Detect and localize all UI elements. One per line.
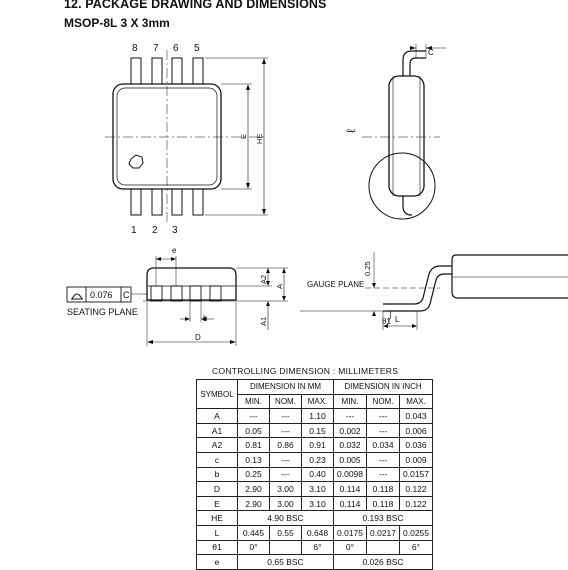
front-body	[147, 268, 236, 300]
side-lead-top	[410, 58, 426, 76]
cell-in-min: 0.0175	[334, 525, 367, 540]
cell-in-min: 0°	[334, 540, 367, 555]
section-heading: 12. PACKAGE DRAWING AND DIMENSIONS	[64, 0, 327, 11]
cell-symbol: e	[197, 555, 238, 570]
gauge-lead-inner	[383, 274, 452, 311]
cell-mm-min: 0.05	[238, 423, 270, 438]
cell-in-max: 0.0157	[400, 467, 433, 482]
pin-label-7: 7	[153, 43, 159, 54]
cell-mm-min: 0.13	[238, 452, 270, 467]
subheader-mm-max: MAX.	[302, 394, 334, 409]
subheader-in-max: MAX.	[400, 394, 433, 409]
cell-in-min: 0.0098	[334, 467, 367, 482]
pin-5	[193, 58, 203, 84]
cell-in-min: 0.114	[334, 482, 367, 497]
cell-symbol: A2	[197, 438, 238, 453]
cell-in-min: ---	[334, 409, 367, 424]
cell-symbol: L	[197, 525, 238, 540]
cell-in-max: 0.043	[400, 409, 433, 424]
cell-mm-nom: 3.00	[270, 496, 302, 511]
cell-in-min: 0.032	[334, 438, 367, 453]
gauge-lead-outer	[383, 266, 452, 304]
pin1-marker	[129, 155, 143, 168]
cell-mm-min: ---	[238, 409, 270, 424]
cell-mm-bsc: 0.65 BSC	[238, 555, 334, 570]
cell-in-min: 0.114	[334, 496, 367, 511]
side-body	[389, 76, 424, 196]
table-row-he	[197, 511, 433, 526]
inch-group-header: DIMENSION IN INCH	[334, 380, 433, 395]
cell-in-nom: ---	[367, 409, 400, 424]
gauge-plane-label: GAUGE PLANE	[307, 280, 365, 289]
cell-in-nom: 0.0217	[367, 525, 400, 540]
side-lead-top-outer	[403, 51, 426, 76]
cell-mm-max: 0.91	[302, 438, 334, 453]
label-he: HE	[255, 133, 264, 144]
dim-a1-arrow	[266, 301, 270, 306]
cell-in-max: 0.122	[400, 482, 433, 497]
pin-label-6: 6	[173, 43, 179, 54]
cell-symbol: A1	[197, 423, 238, 438]
cell-mm-nom: 0.55	[270, 525, 302, 540]
gauge-view-drawing	[300, 252, 568, 330]
cell-in-max: 0.009	[400, 452, 433, 467]
cell-mm-min: 2.90	[238, 496, 270, 511]
pin-label-2: 2	[152, 225, 158, 236]
cell-symbol: b	[197, 467, 238, 482]
cell-in-bsc: 0.193 BSC	[334, 511, 433, 526]
dim-025-label: 0.25	[363, 261, 372, 276]
side-view-drawing	[362, 44, 446, 219]
cell-in-nom: ---	[367, 452, 400, 467]
subheader-in-min: MIN.	[334, 394, 367, 409]
symbol-header: SYMBOL	[197, 380, 238, 409]
cell-mm-max: 1.10	[302, 409, 334, 424]
pin-label-1: 1	[131, 225, 137, 236]
cell-symbol: A	[197, 409, 238, 424]
cell-in-max: 0.036	[400, 438, 433, 453]
label-a1: A1	[259, 316, 268, 326]
cell-mm-max: 0.15	[302, 423, 334, 438]
side-lead-bottom	[403, 196, 412, 215]
controlling-dimension-caption: CONTROLLING DIMENSION : MILLIMETERS	[212, 366, 399, 376]
gauge-body	[452, 255, 568, 298]
cell-symbol: D	[197, 482, 238, 497]
mm-group-header: DIMENSION IN MM	[238, 380, 334, 395]
cell-mm-max: 0.40	[302, 467, 334, 482]
cell-in-min: 0.002	[334, 423, 367, 438]
cell-symbol: θ1	[197, 540, 238, 555]
table-header-row	[197, 380, 433, 395]
table-row	[197, 467, 433, 482]
label-small-e: e	[172, 246, 177, 255]
cell-mm-max: 3.10	[302, 496, 334, 511]
pin-3	[172, 189, 182, 215]
cell-mm-nom: ---	[270, 423, 302, 438]
flatness-icon	[71, 294, 83, 299]
pin-7	[152, 58, 162, 84]
table-row	[197, 496, 433, 511]
pin-6	[172, 58, 182, 84]
label-e-upper: E	[239, 133, 248, 139]
cell-mm-nom: 3.00	[270, 482, 302, 497]
label-theta: θ1	[382, 317, 391, 326]
subheader-in-nom: NOM.	[367, 394, 400, 409]
front-view-drawing	[67, 256, 288, 346]
cell-in-nom: ---	[367, 423, 400, 438]
pin-8	[131, 58, 141, 84]
pin-2	[152, 189, 162, 215]
cell-mm-nom: ---	[270, 452, 302, 467]
cell-mm-max: 0.648	[302, 525, 334, 540]
label-b: b	[203, 314, 208, 323]
table-row	[197, 438, 433, 453]
cell-in-max: 0.006	[400, 423, 433, 438]
cell-in-max: 0.0255	[400, 525, 433, 540]
label-ell: ℓ	[344, 129, 358, 133]
front-lead-4	[210, 286, 221, 301]
cell-mm-min: 0.445	[238, 525, 270, 540]
cell-in-max: 0.122	[400, 496, 433, 511]
detail-circle	[369, 153, 435, 219]
cell-in-bsc: 0.026 BSC	[334, 555, 433, 570]
table-row-theta	[197, 540, 433, 555]
subheader-mm-min: MIN.	[238, 394, 270, 409]
cell-mm-min: 0.25	[238, 467, 270, 482]
cell-mm-min: 0.81	[238, 438, 270, 453]
cell-in-nom: 0.118	[367, 482, 400, 497]
pin-1	[131, 189, 141, 215]
dimension-table	[196, 379, 433, 570]
pin-4	[193, 189, 203, 215]
pin-label-5: 5	[194, 43, 200, 54]
label-c: C	[428, 48, 434, 57]
cell-symbol: c	[197, 452, 238, 467]
pin-label-8: 8	[132, 43, 138, 54]
cell-mm-max: 0.23	[302, 452, 334, 467]
cell-symbol: E	[197, 496, 238, 511]
cell-in-max: 6°	[400, 540, 433, 555]
label-a2: A2	[259, 274, 268, 284]
cell-mm-nom: ---	[270, 409, 302, 424]
cell-mm-min: 2.90	[238, 482, 270, 497]
cell-in-nom: ---	[367, 467, 400, 482]
cell-mm-max: 6°	[302, 540, 334, 555]
cell-in-nom	[367, 540, 400, 555]
table-row-e	[197, 555, 433, 570]
cell-mm-min: 0°	[238, 540, 270, 555]
dimension-rows	[197, 409, 433, 511]
table-row	[197, 409, 433, 424]
table-row	[197, 452, 433, 467]
cell-mm-nom: ---	[270, 467, 302, 482]
cell-in-min: 0.005	[334, 452, 367, 467]
cell-in-nom: 0.118	[367, 496, 400, 511]
subheader-mm-nom: NOM.	[270, 394, 302, 409]
cell-mm-nom: 0.86	[270, 438, 302, 453]
label-d: D	[195, 333, 201, 342]
cell-mm-max: 3.10	[302, 482, 334, 497]
cell-mm-bsc: 4.90 BSC	[238, 511, 334, 526]
table-row	[197, 423, 433, 438]
pin-label-3: 3	[172, 225, 178, 236]
label-a: A	[275, 283, 284, 289]
table-row-l	[197, 525, 433, 540]
cell-mm-nom	[270, 540, 302, 555]
front-lead-1	[151, 286, 162, 301]
cell-in-nom: 0.034	[367, 438, 400, 453]
cell-symbol: HE	[197, 511, 238, 526]
front-lead-3	[190, 286, 201, 301]
table-row	[197, 482, 433, 497]
package-subheading: MSOP-8L 3 X 3mm	[64, 16, 170, 30]
flatness-datum: C	[123, 290, 130, 300]
flatness-value: 0.076	[90, 290, 113, 300]
seating-plane-label: SEATING PLANE	[67, 307, 138, 317]
label-l: L	[395, 315, 400, 324]
front-lead-2	[171, 286, 182, 301]
